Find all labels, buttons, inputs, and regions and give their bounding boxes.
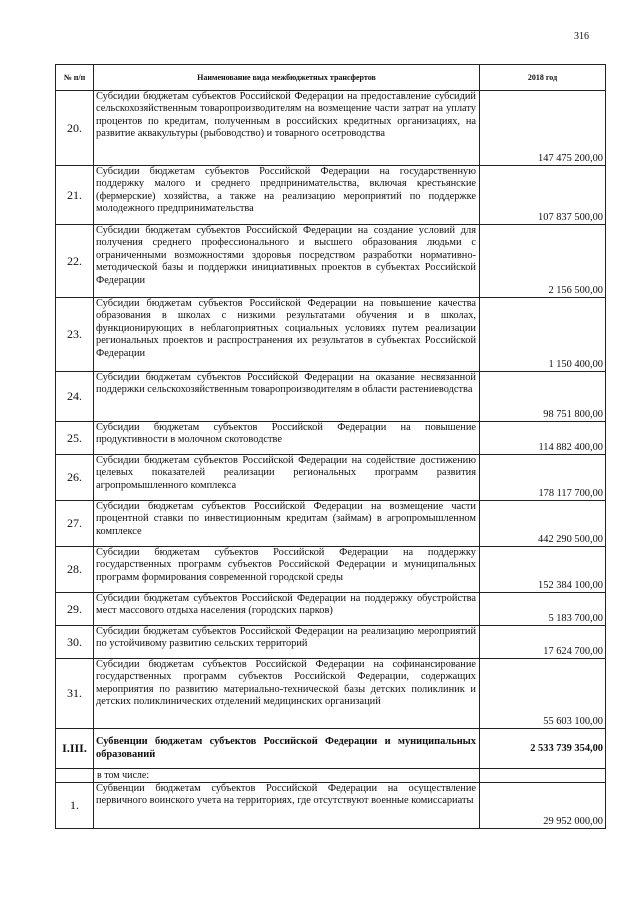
row-amount: 147 475 200,00 [480,91,606,166]
row-amount: 114 882 400,00 [480,422,606,455]
table-row [56,455,606,501]
table-row [56,372,606,422]
table-row [56,298,606,372]
row-amount: 5 183 700,00 [480,593,606,626]
row-transfer-name: Субсидии бюджетам субъектов Российской Федерации на софинансирование государственных программ субъектов Российской Федерации, содержащих мероприятия по развитию материально-технической базы детских поликлиник и детских поликлинических отделений медицинских организаций [94,659,480,729]
section-transfer-name: Субвенции бюджетам субъектов Российской Федерации и муниципальных образований [94,729,480,769]
section-row [56,729,606,769]
row-transfer-name: Субсидии бюджетам субъектов Российской Федерации на оказание несвязанной поддержки сельскохозяйственным товаропроизводителям в области растениеводства [94,372,480,422]
row-number: 30. [56,626,94,659]
row-amount: 98 751 800,00 [480,372,606,422]
row-number: 1. [56,783,94,829]
row-amount: 1 150 400,00 [480,298,606,372]
row-amount: 2 156 500,00 [480,225,606,298]
table-row [56,547,606,593]
header-year-2018: 2018 год [480,65,606,91]
row-amount: 17 624 700,00 [480,626,606,659]
sub-label-row [56,769,606,783]
row-transfer-name: Субсидии бюджетам субъектов Российской Федерации на повышение продуктивности в молочном скотоводстве [94,422,480,455]
header-transfer-type: Наименование вида межбюджетных трансфертов [94,65,480,91]
page-number: 316 [574,31,589,42]
row-number: 22. [56,225,94,298]
header-number: № п/п [56,65,94,91]
table-header-row [56,65,606,91]
row-transfer-name: Субсидии бюджетам субъектов Российской Федерации на государственную поддержку малого и среднего предпринимательства, включая крестьянские (фермерские) хозяйства, а также на реализацию мероприятий по поддержке молодежного предпринимательства [94,166,480,225]
row-transfer-name: Субсидии бюджетам субъектов Российской Федерации на возмещение части процентной ставки по инвестиционным кредитам (займам) в агропромышленном комплексе [94,501,480,547]
row-transfer-name: Субсидии бюджетам субъектов Российской Федерации на повышение качества образования в школах с низкими результатами обучения и в школах, функционирующих в неблагоприятных социальных условиях путем реализации региональных проектов и распространения их результатов в субъектах Российской Федерации [94,298,480,372]
row-transfer-name: Субсидии бюджетам субъектов Российской Федерации на поддержку государственных программ субъектов Российской Федерации и муниципальных программ формирования современной городской среды [94,547,480,593]
row-amount: 55 603 100,00 [480,659,606,729]
row-amount: 178 117 700,00 [480,455,606,501]
row-transfer-name: Субсидии бюджетам субъектов Российской Федерации на поддержку обустройства мест массового отдыха населения (городских парков) [94,593,480,626]
table-row [56,422,606,455]
row-amount: 107 837 500,00 [480,166,606,225]
row-transfer-name: Субсидии бюджетам субъектов Российской Федерации на создание условий для получения среднего профессионального и высшего образования людьми с ограниченными возможностями здоровья посредством разработки нормативно-методической базы и поддержки инициативных проектов в субъектах Российской Федерации [94,225,480,298]
table-row [56,626,606,659]
row-number: 25. [56,422,94,455]
table-row [56,593,606,626]
row-number: 27. [56,501,94,547]
row-transfer-name: Субсидии бюджетам субъектов Российской Федерации на предоставление субсидий сельскохозяйственным товаропроизводителям на возмещение части затрат на уплату процентов по кредитам, полученным в российских кредитных организациях, на развитие аквакультуры (рыбоводство) и товарного осетроводства [94,91,480,166]
transfers-table [55,64,606,829]
row-transfer-name: Субвенции бюджетам субъектов Российской Федерации на осуществление первичного воинского учета на территориях, где отсутствуют военные комиссариаты [94,783,480,829]
row-number: 31. [56,659,94,729]
row-number: 21. [56,166,94,225]
row-amount: 152 384 100,00 [480,547,606,593]
row-transfer-name: Субсидии бюджетам субъектов Российской Федерации на реализацию мероприятий по устойчивому развитию сельских территорий [94,626,480,659]
table-row [56,659,606,729]
row-number: 24. [56,372,94,422]
table-row [56,166,606,225]
row-number: 28. [56,547,94,593]
table-row [56,91,606,166]
row-number: 26. [56,455,94,501]
table-row [56,501,606,547]
row-amount: 29 952 000,00 [480,783,606,829]
table-row [56,225,606,298]
including-label: в том числе: [94,769,480,783]
section-amount: 2 533 739 354,00 [480,729,606,769]
table-row [56,783,606,829]
row-amount: 442 290 500,00 [480,501,606,547]
row-number: 20. [56,91,94,166]
row-number: 23. [56,298,94,372]
row-transfer-name: Субсидии бюджетам субъектов Российской Федерации на содействие достижению целевых показателей реализации региональных программ развития агропромышленного комплекса [94,455,480,501]
section-number: I.III. [56,729,94,769]
row-number: 29. [56,593,94,626]
